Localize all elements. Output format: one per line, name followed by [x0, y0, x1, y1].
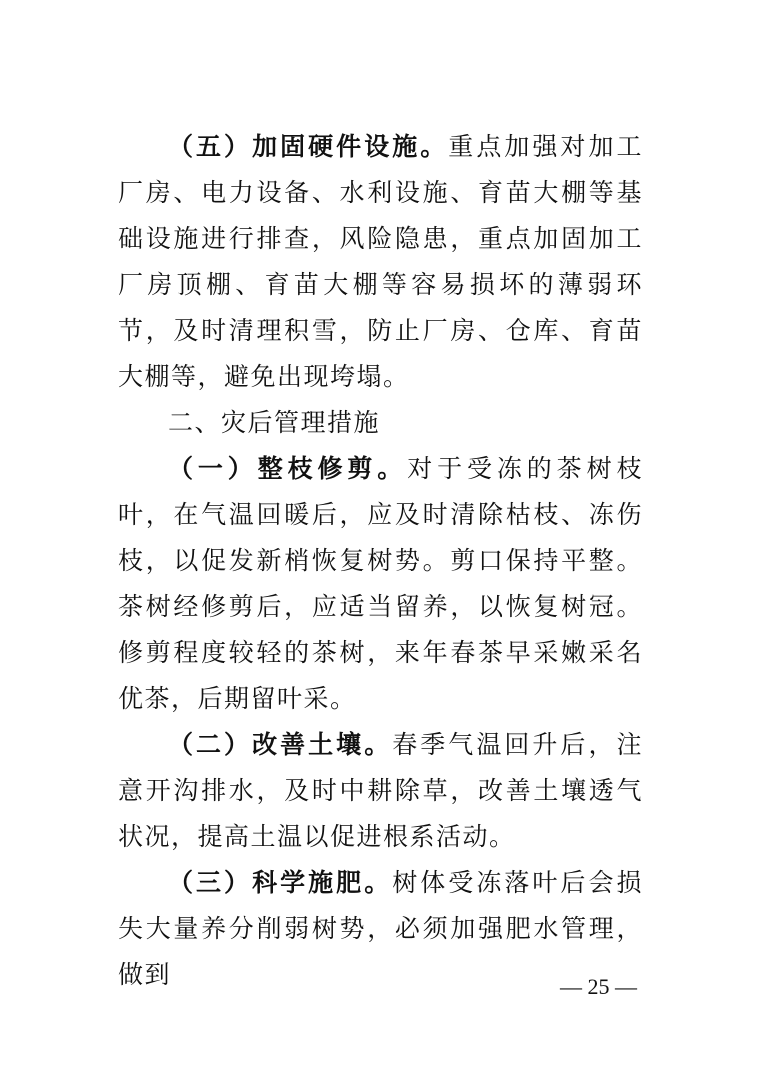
paragraph-soil	[118, 722, 643, 860]
paragraph-lead: （二）改善土壤。	[168, 730, 393, 759]
paragraph-pruning	[118, 446, 643, 722]
document-body	[118, 124, 643, 998]
paragraph-text: 对于受冻的茶树枝叶，在气温回暖后，应及时清除枯枝、冻伤枝，以促发新梢恢复树势。剪口保持平整。茶树经修剪后，应适当留养，以恢复树冠。修剪程度较轻的茶树，来年春茶早采嫩采名优茶，后期留叶采。	[118, 454, 643, 713]
paragraph-text: 重点加强对加工厂房、电力设备、水利设施、育苗大棚等基础设施进行排查，风险隐患，重点加固加工厂房顶棚、育苗大棚等容易损坏的薄弱环节，及时清理积雪，防止厂房、仓库、育苗大棚等，避免出现垮塌。	[118, 132, 643, 391]
paragraph-lead: （三）科学施肥。	[168, 868, 393, 897]
paragraph-lead: （五）加固硬件设施。	[168, 132, 449, 161]
paragraph-reinforce-facilities	[118, 124, 643, 400]
paragraph-text: 春季气温回升后，注意开沟排水，及时中耕除草，改善土壤透气状况，提高土温以促进根系活动。	[118, 730, 643, 851]
section-heading: 二、灾后管理措施	[168, 408, 381, 437]
paragraph-lead: （一）整枝修剪。	[168, 454, 408, 483]
paragraph-text: 树体受冻落叶后会损失大量养分削弱树势，必须加强肥水管理，做到	[118, 868, 643, 989]
page-number: — 25 —	[560, 974, 637, 999]
